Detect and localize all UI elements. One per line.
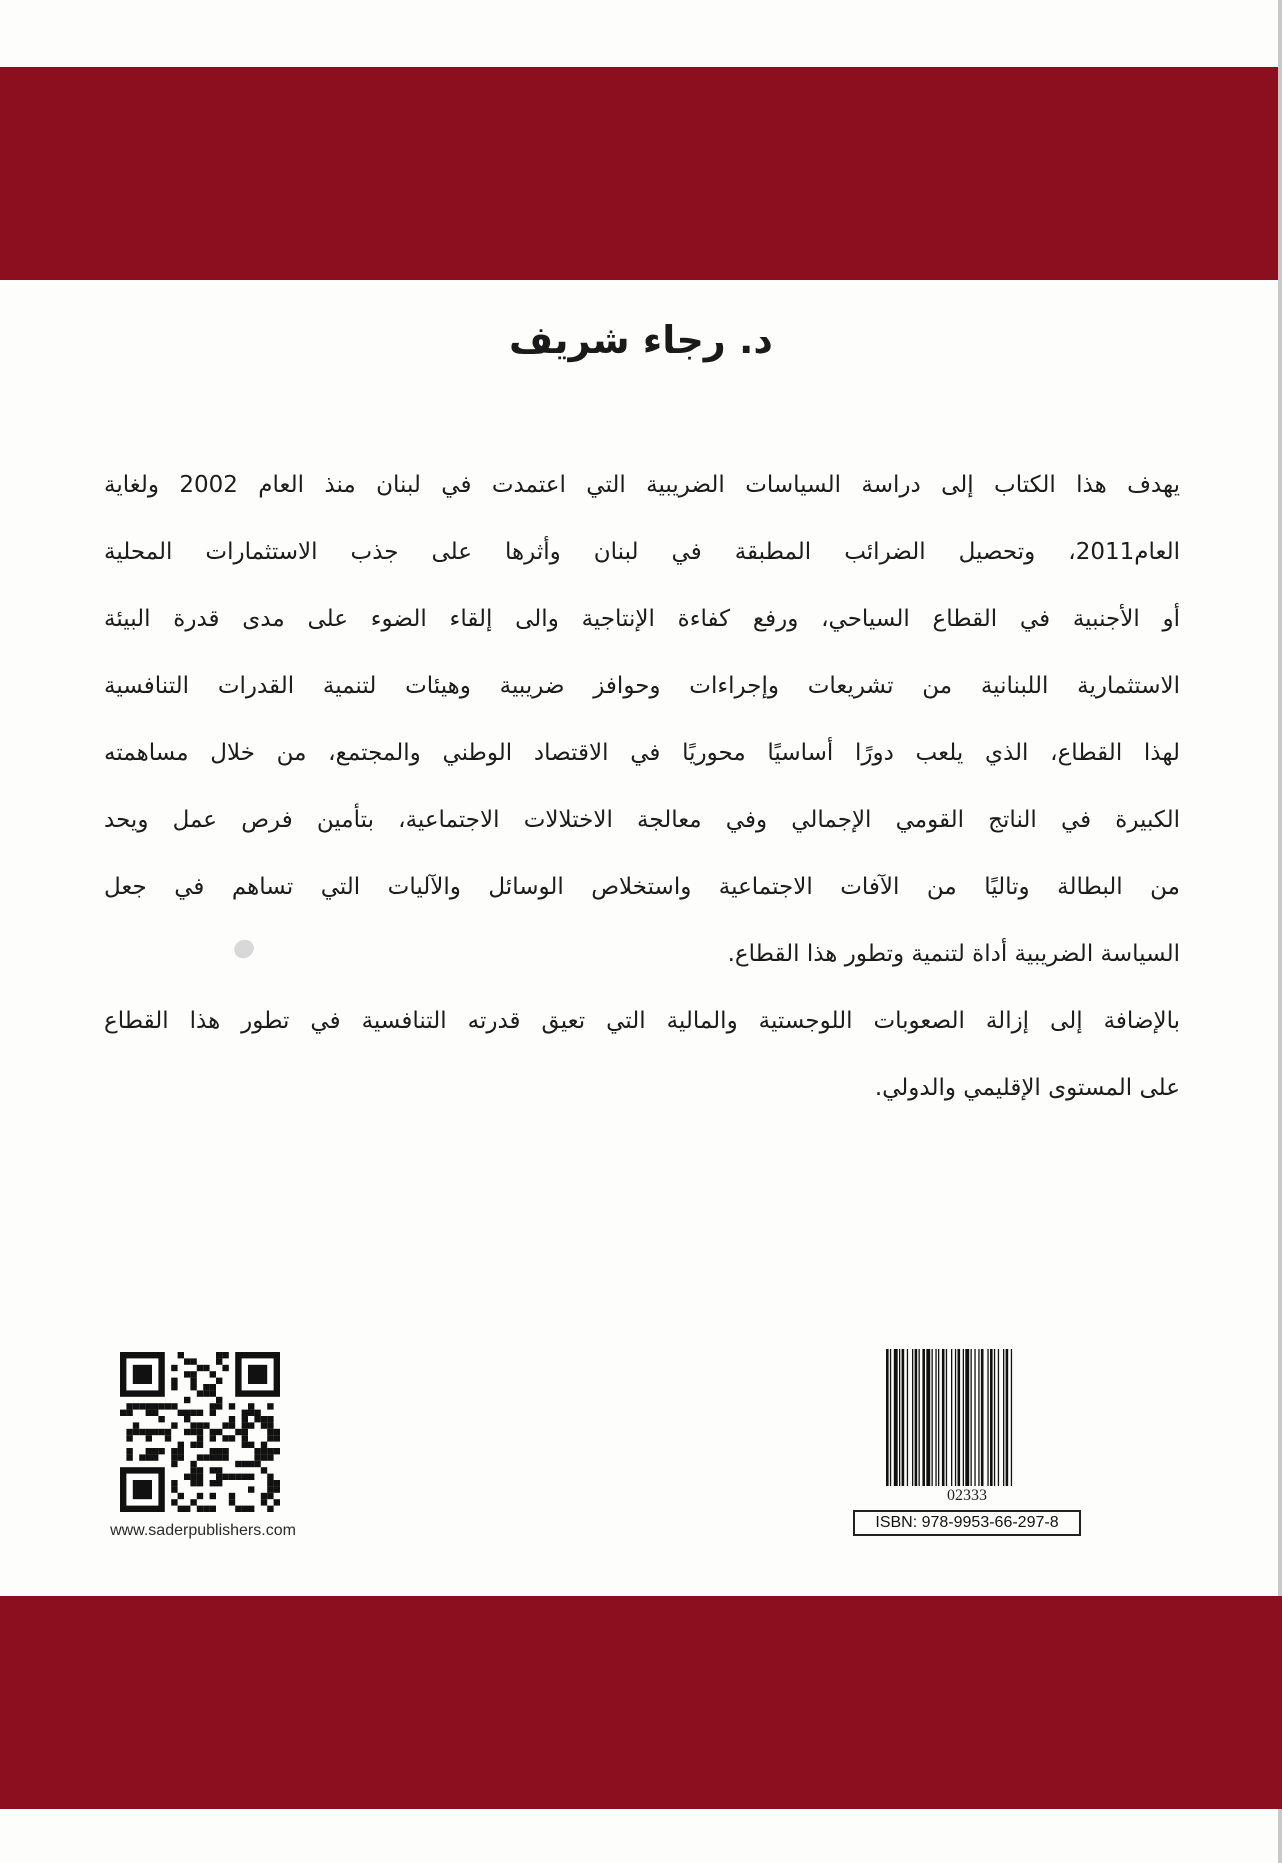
qr-block (88, 1352, 318, 1540)
blurb-line: أو الأجنبية في القطاع السياحي، ورفع كفاءة الإنتاجية والى إلقاء الضوء على مدى قدرة البيئة (104, 606, 1180, 632)
blurb-line: يهدف هذا الكتاب إلى دراسة السياسات الضريبية التي اعتمدت في لبنان منذ العام 2002 ولغاية (104, 472, 1181, 498)
top-color-band (0, 67, 1282, 280)
book-blurb (104, 452, 1180, 1122)
blurb-line: العام2011، وتحصيل الضرائب المطبقة في لبنان وأثرها على جذب الاستثمارات المحلية (104, 539, 1180, 565)
blurb-line: بالإضافة إلى إزالة الصعوبات اللوجستية والمالية التي تعيق قدرته التنافسية في تطور هذا القطاع (104, 1008, 1180, 1034)
page-edge (1278, 0, 1282, 1863)
qr-code[interactable] (120, 1352, 280, 1512)
blurb-line: الاستثمارية اللبنانية من تشريعات وإجراءات وحوافز ضريبية وهيئات لتنمية القدرات التنافسية (104, 673, 1180, 699)
author-name: د. رجاء شريف (509, 318, 773, 362)
bottom-color-band (0, 1596, 1282, 1809)
barcode-block (853, 1349, 1081, 1536)
blurb-line: من البطالة وتاليًا من الآفات الاجتماعية واستخلاص الوسائل والآليات التي تساهم في جعل (104, 874, 1180, 900)
barcode-number: 02333 (947, 1487, 987, 1504)
publisher-url[interactable]: www.saderpublishers.com (110, 1522, 296, 1539)
blurb-line: لهذا القطاع، الذي يلعب دورًا أساسيًا محوريًا في الاقتصاد الوطني والمجتمع، من خلال مساهمته (104, 740, 1180, 766)
barcode-icon (884, 1349, 1050, 1486)
blurb-line: الكبيرة في الناتج القومي الإجمالي وفي معالجة الاختلالات الاجتماعية، بتأمين فرص عمل ويحد (104, 807, 1180, 833)
blurb-line: السياسة الضريبية أداة لتنمية وتطور هذا القطاع. (727, 941, 1180, 967)
blurb-line: على المستوى الإقليمي والدولي. (874, 1075, 1180, 1101)
isbn-label: ISBN: 978-9953-66-297-8 (853, 1510, 1081, 1536)
